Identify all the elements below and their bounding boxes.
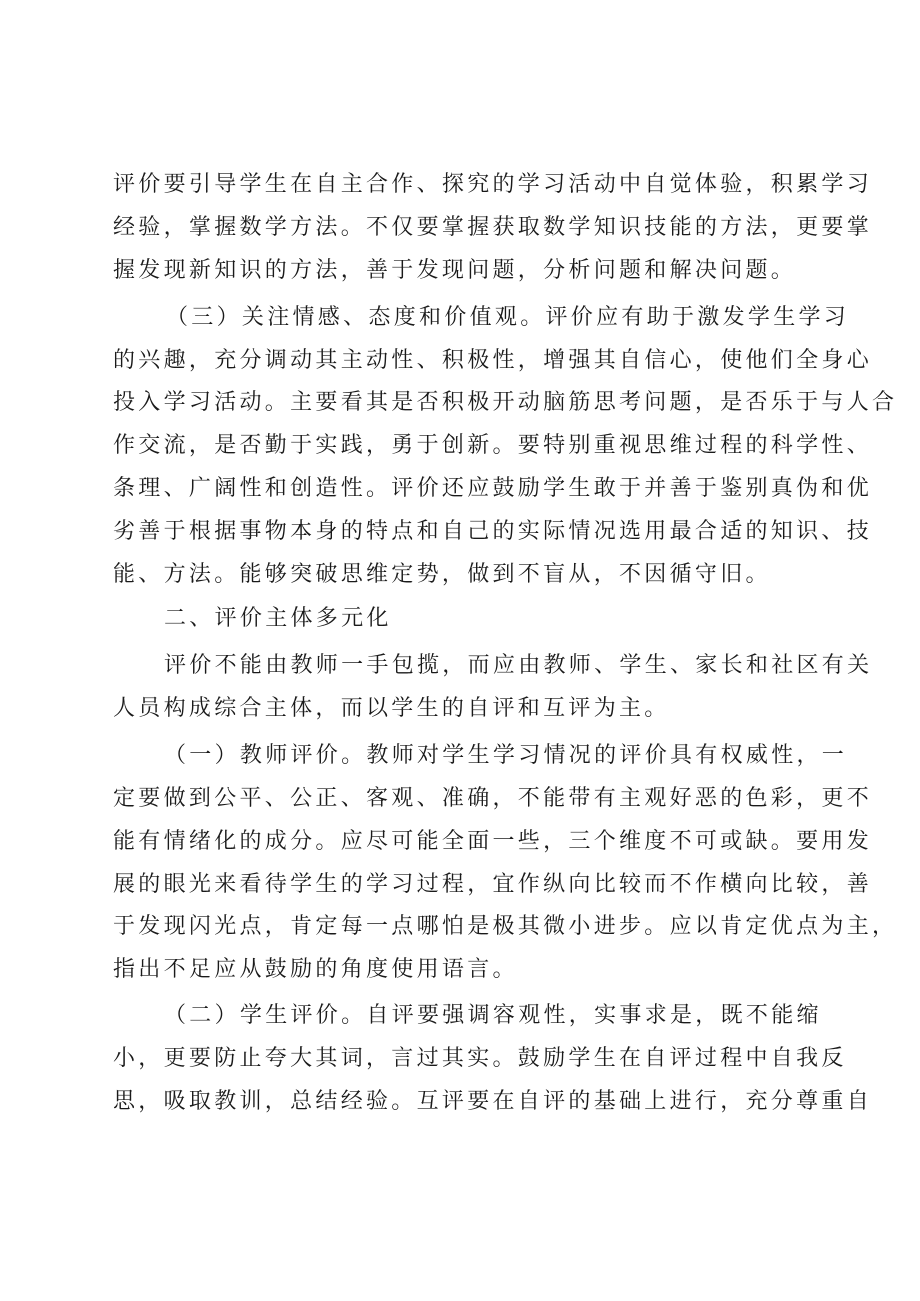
paragraph-line: 能、方法。能够突破思维定势，做到不盲从，不因循守旧。 bbox=[113, 562, 771, 587]
paragraph-line: 握发现新知识的方法，善于发现问题，分析问题和解决问题。 bbox=[113, 258, 797, 283]
section-heading: 二、评价主体多元化 bbox=[164, 606, 392, 631]
paragraph-line: 定要做到公平、公正、客观、准确，不能带有主观好恶的色彩，更不 bbox=[113, 786, 873, 811]
paragraph-line: （一）教师评价。教师对学生学习情况的评价具有权威性，一 bbox=[164, 743, 848, 768]
paragraph-line: （三）关注情感、态度和价值观。评价应有助于激发学生学习 bbox=[166, 305, 850, 330]
paragraph-line: 指出不足应从鼓励的角度使用语言。 bbox=[113, 957, 518, 982]
paragraph-line: 经验，掌握数学方法。不仅要掌握获取数学知识技能的方法，更要掌 bbox=[113, 215, 873, 240]
paragraph-line: 的兴趣，充分调动其主动性、积极性，增强其自信心，使他们全身心 bbox=[113, 348, 873, 373]
paragraph-line: 能有情绪化的成分。应尽可能全面一些，三个维度不可或缺。要用发 bbox=[113, 829, 873, 854]
paragraph-line: 劣善于根据事物本身的特点和自己的实际情况选用最合适的知识、技 bbox=[113, 519, 873, 544]
paragraph-line: 于发现闪光点，肯定每一点哪怕是极其微小进步。应以肯定优点为主， bbox=[113, 914, 898, 939]
paragraph-line: 评价不能由教师一手包揽，而应由教师、学生、家长和社区有关 bbox=[164, 653, 873, 678]
paragraph-line: 人员构成综合主体，而以学生的自评和互评为主。 bbox=[113, 696, 670, 721]
paragraph-line: 投入学习活动。主要看其是否积极开动脑筋思考问题，是否乐于与人合 bbox=[113, 390, 898, 415]
paragraph-line: 展的眼光来看待学生的学习过程，宜作纵向比较而不作横向比较，善 bbox=[113, 872, 873, 897]
paragraph-line: 作交流，是否勤于实践，勇于创新。要特别重视思维过程的科学性、 bbox=[113, 433, 873, 458]
paragraph-line: （二）学生评价。自评要强调容观性，实事求是，既不能缩 bbox=[164, 1003, 822, 1028]
paragraph-line: 小，更要防止夸大其词，言过其实。鼓励学生在自评过程中自我反 bbox=[113, 1046, 847, 1071]
paragraph-line: 条理、广阔性和创造性。评价还应鼓励学生敢于并善于鉴别真伪和优 bbox=[113, 476, 873, 501]
paragraph-line: 评价要引导学生在自主合作、探究的学习活动中自觉体验，积累学习 bbox=[113, 172, 873, 197]
paragraph-line: 思，吸取教训，总结经验。互评要在自评的基础上进行，充分尊重自 bbox=[113, 1089, 873, 1114]
